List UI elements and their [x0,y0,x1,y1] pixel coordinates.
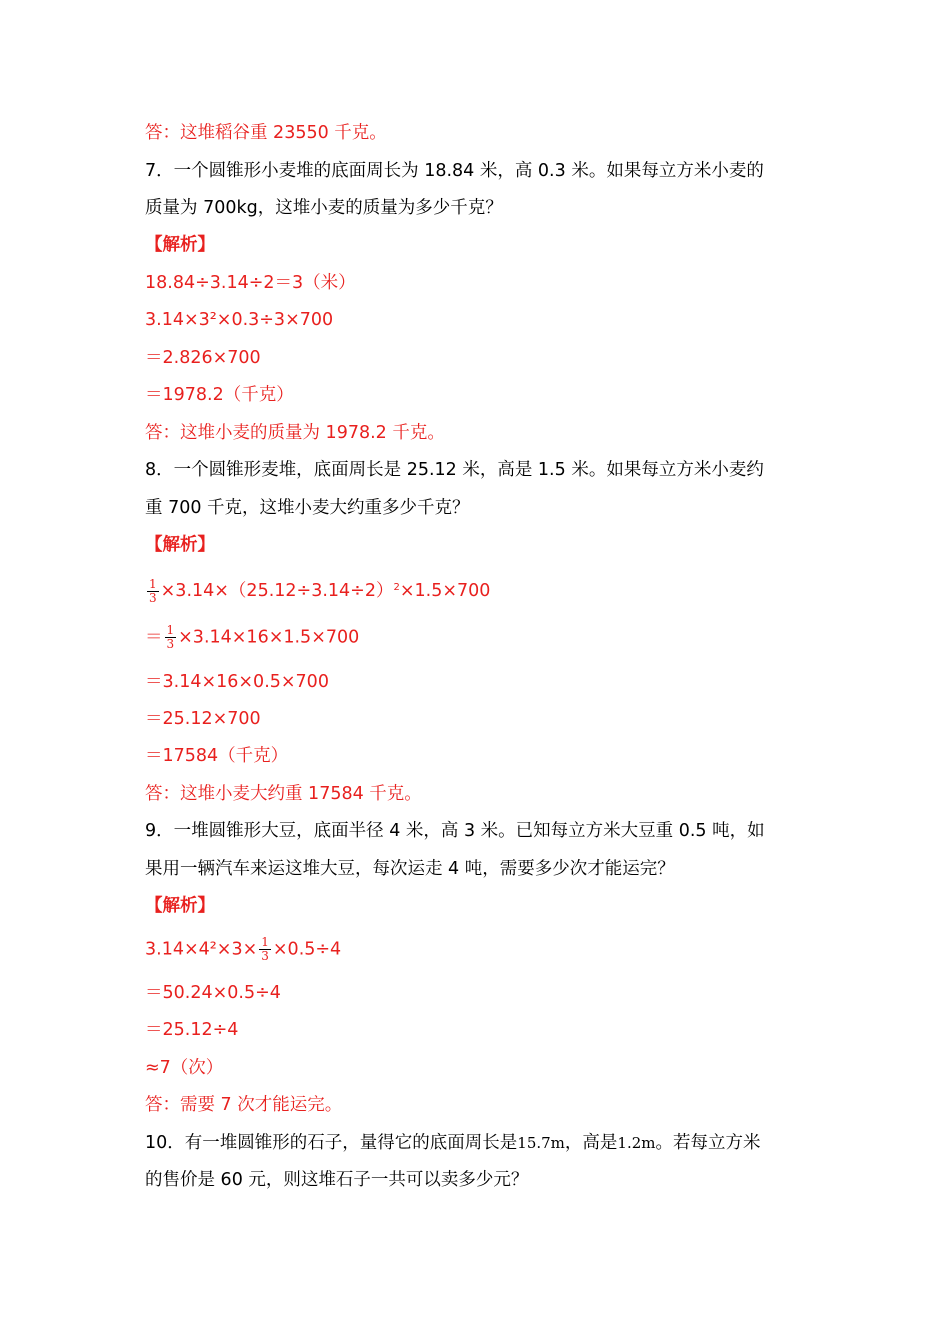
q9-analysis-label: 【解析】 [145,896,215,916]
q9-step4: ≈7（次） [145,1058,224,1078]
q6-answer: 答：这堆稻谷重 23550 千克。 [145,123,387,143]
q8-analysis-label: 【解析】 [145,535,215,555]
q7-text-line2: 质量为 700kg，这堆小麦的质量为多少千克？ [145,198,503,218]
q7-step4: ＝1978.2（千克） [145,385,294,405]
q8-text-line2: 重 700 千克，这堆小麦大约重多少千克？ [145,498,470,518]
q8-text-line1: 8．一个圆锥形麦堆，底面周长是 25.12 米，高是 1.5 米。如果每立方米小麦约 [145,460,764,480]
q8-step3: ＝3.14×16×0.5×700 [145,672,329,692]
q7-text-line1: 7．一个圆锥形小麦堆的底面周长为 18.84 米，高 0.3 米。如果每立方米小麦的 [145,161,764,181]
q9-text-line1: 9．一堆圆锥形大豆，底面半径 4 米，高 3 米。已知每立方米大豆重 0.5 吨，如 [145,821,765,841]
fraction-one-third: $\frac{1}{3}$ [261,935,269,963]
q8-step1: $\frac{1}{3}$ $\times 3.14\times(25.12\div 3.14\div 2)^2\times 1.5\times 700$ [149,576,491,605]
q8-step2: ＝ $\frac{1}{3}$ ×3.14×16×1.5×700 [145,623,360,651]
q9-text-line2: 果用一辆汽车来运这堆大豆，每次运走 4 吨，需要多少次才能运完？ [145,859,675,879]
q9-step3: ＝25.12÷4 [145,1020,239,1040]
value-height: 1.2m [617,1134,656,1152]
q9-step1: 3.14×4²×3× $\frac{1}{3}$ ×0.5÷4 [145,935,342,963]
q8-step4: ＝25.12×700 [145,709,261,729]
q9-answer: 答：需要 7 次才能运完。 [145,1095,343,1115]
q8-step5: ＝17584（千克） [145,746,289,766]
q7-answer: 答：这堆小麦的质量为 1978.2 千克。 [145,423,445,443]
q10-text-line1: 10．有一堆圆锥形的石子，量得它的底面周长是15.7m，高是1.2m。若每立方米 [145,1133,761,1153]
q7-step1: 18.84÷3.14÷2＝3（米） [145,273,356,293]
value-circumference: 15.7m [517,1134,565,1152]
q7-analysis-label: 【解析】 [145,235,215,255]
q9-step2: ＝50.24×0.5÷4 [145,983,281,1003]
q8-answer: 答：这堆小麦大约重 17584 千克。 [145,784,422,804]
fraction-one-third: $\frac{1}{3}$ [149,576,157,605]
q7-step3: ＝2.826×700 [145,348,261,368]
fraction-one-third: $\frac{1}{3}$ [166,623,175,651]
q10-text-line2: 的售价是 60 元，则这堆石子一共可以卖多少元？ [145,1170,529,1190]
q7-step2: 3.14×3²×0.3÷3×700 [145,310,334,330]
